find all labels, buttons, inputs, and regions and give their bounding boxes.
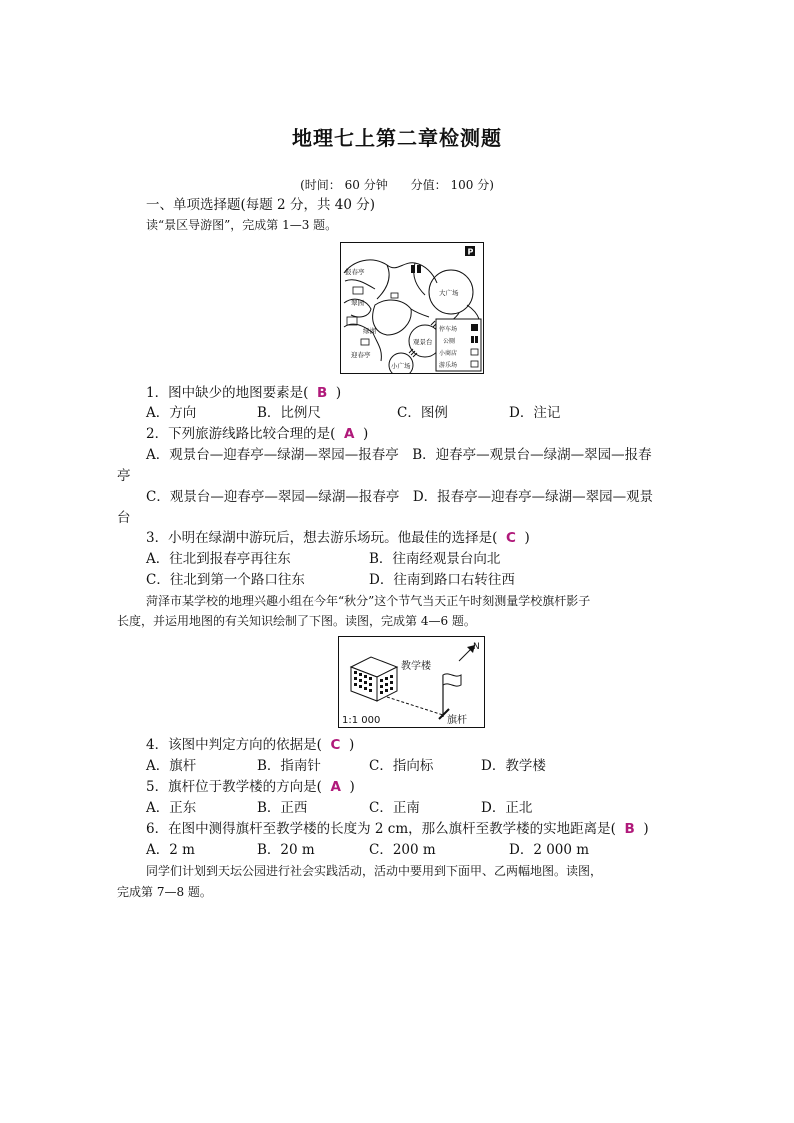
section-intro: 读“景区导游图”，完成第 1—3 题。 xyxy=(146,218,338,232)
q4-answer: C xyxy=(330,737,341,753)
question-4-stem: 4．该图中判定方向的依据是( C ) xyxy=(146,737,355,753)
q4-option-c: C．指向标 xyxy=(369,758,434,774)
school-flagpole-drawing xyxy=(339,637,484,727)
q6-option-c: C．200 m xyxy=(369,842,436,858)
q2-stem: 2．下列旅游线路比较合理的是( xyxy=(146,426,336,442)
q5-option-a: A．正东 xyxy=(146,800,197,816)
q5-answer: A xyxy=(330,779,341,795)
section-heading: 一、单项选择题(每题 2 分，共 40 分) xyxy=(146,197,375,213)
question-6-stem: 6．在图中测得旗杆至教学楼的长度为 2 cm，那么旗杆至教学楼的实地距离是( B ) xyxy=(146,821,649,837)
q4-stem: 4．该图中判定方向的依据是( xyxy=(146,737,322,753)
q6-stem: 6．在图中测得旗杆至教学楼的长度为 2 cm，那么旗杆至教学楼的实地距离是( xyxy=(146,821,616,837)
q1-answer: B xyxy=(316,385,328,401)
q3-option-b: B．往南经观景台向北 xyxy=(369,551,501,567)
question-3-stem: 3．小明在绿湖中游玩后，想去游乐场玩。他最佳的选择是( C ) xyxy=(146,530,530,546)
exam-meta xyxy=(0,176,794,193)
q3-option-a: A．往北到报春亭再往东 xyxy=(146,551,291,567)
legend-shop: 小商店 xyxy=(439,350,458,357)
intro-2-line-2: 长度，并运用地图的有关知识绘制了下图。读图，完成第 4—6 题。 xyxy=(117,614,476,628)
school-flagpole-figure xyxy=(338,636,485,728)
intro-3-line-1: 同学们计划到天坛公园进行社会实践活动，活动中要用到下面甲、乙两幅地图。读图， xyxy=(146,864,603,878)
score-label: 分值： xyxy=(410,178,447,192)
q3-answer: C xyxy=(505,530,516,546)
shop-icon xyxy=(391,293,398,298)
q5-option-d: D．正北 xyxy=(481,800,533,816)
cui-yuan-icon xyxy=(353,287,363,294)
q3-option-c: C．往北到第一个路口往东 xyxy=(146,572,305,588)
intro-2-line-1: 菏泽市某学校的地理兴趣小组在今年“秋分”这个节气当天正午时刻测量学校旗杆影子 xyxy=(146,594,591,608)
q6-option-d: D．2 000 m xyxy=(509,842,590,858)
question-5-stem: 5．旗杆位于教学楼的方向是( A ) xyxy=(146,779,355,795)
q1-option-b: B．比例尺 xyxy=(257,405,321,421)
q4-option-b: B．指南针 xyxy=(257,758,321,774)
q6-option-a: A．2 m xyxy=(146,842,195,858)
q2-options-line-3: C．观景台—迎春亭—翠园—绿湖—报春亭 D．报春亭—迎春亭—绿湖—翠园—观景 xyxy=(146,489,654,505)
question-1-stem: 1．图中缺少的地图要素是( B ) xyxy=(146,385,342,401)
label-ying-chun-ting: 迎春亭 xyxy=(351,351,371,359)
north-label: N xyxy=(473,642,480,652)
label-lv-hu: 绿湖 xyxy=(363,327,376,335)
legend-amusement: 游乐场 xyxy=(439,362,458,369)
school-building-icon xyxy=(351,657,397,701)
building-label: 教学楼 xyxy=(401,661,431,672)
page-title: 地理七上第二章检测题 xyxy=(292,126,502,150)
label-cui-yuan: 翠园 xyxy=(351,299,364,307)
q2-options-line-4: 台 xyxy=(117,510,131,526)
legend-toilet: 公厕 xyxy=(443,338,456,345)
legend-toilet-icon xyxy=(471,336,474,343)
scenic-map-drawing xyxy=(341,243,483,373)
label-guan-jing-tai: 观景台 xyxy=(413,338,433,346)
score-value: 100 xyxy=(450,178,474,192)
q1-option-a: A．方向 xyxy=(146,405,197,421)
legend-parking: 停车场 xyxy=(439,326,458,333)
q3-option-d: D．往南到路口右转往西 xyxy=(369,572,515,588)
time-unit: 分钟 xyxy=(363,178,388,192)
toilet-icon xyxy=(411,265,421,273)
q5-option-c: C．正南 xyxy=(369,800,420,816)
q1-option-c: C．图例 xyxy=(397,405,448,421)
q1-stem: 1．图中缺少的地图要素是( xyxy=(146,385,309,401)
scenic-map-figure xyxy=(340,242,484,374)
label-da-guang-chang: 大广场 xyxy=(439,289,459,297)
time-value: 60 xyxy=(344,178,360,192)
q6-option-b: B．20 m xyxy=(257,842,315,858)
parking-symbol: P xyxy=(467,247,474,257)
q5-stem: 5．旗杆位于教学楼的方向是( xyxy=(146,779,322,795)
label-xiao-guang-chang: 小广场 xyxy=(391,362,411,370)
legend-parking-icon xyxy=(471,324,478,331)
flagpole-icon xyxy=(439,674,461,719)
q5-option-b: B．正西 xyxy=(257,800,308,816)
scale-label: 1:1 000 xyxy=(342,715,381,726)
label-bao-chun-ting: 报春亭 xyxy=(345,268,365,276)
q2-options-line-1: A．观景台—迎春亭—绿湖—翠园—报春亭 B．迎春亭—观景台—绿湖—翠园—报春 xyxy=(146,447,652,463)
question-2-stem: 2．下列旅游线路比较合理的是( A ) xyxy=(146,426,369,442)
pavilion-icon xyxy=(361,339,369,345)
q2-options-line-2: 亭 xyxy=(117,468,131,484)
flag-label: 旗杆 xyxy=(447,715,467,726)
time-label: (时间： xyxy=(300,178,341,192)
q4-option-d: D．教学楼 xyxy=(481,758,546,774)
score-end: 分) xyxy=(477,178,494,192)
q1-option-d: D．注记 xyxy=(509,405,561,421)
intro-3-line-2: 完成第 7—8 题。 xyxy=(117,885,212,899)
q4-option-a: A．旗杆 xyxy=(146,758,197,774)
q6-answer: B xyxy=(624,821,635,837)
q2-answer: A xyxy=(343,426,355,442)
distance-line xyxy=(387,697,443,715)
q3-stem: 3．小明在绿湖中游玩后，想去游乐场玩。他最佳的选择是( xyxy=(146,530,498,546)
